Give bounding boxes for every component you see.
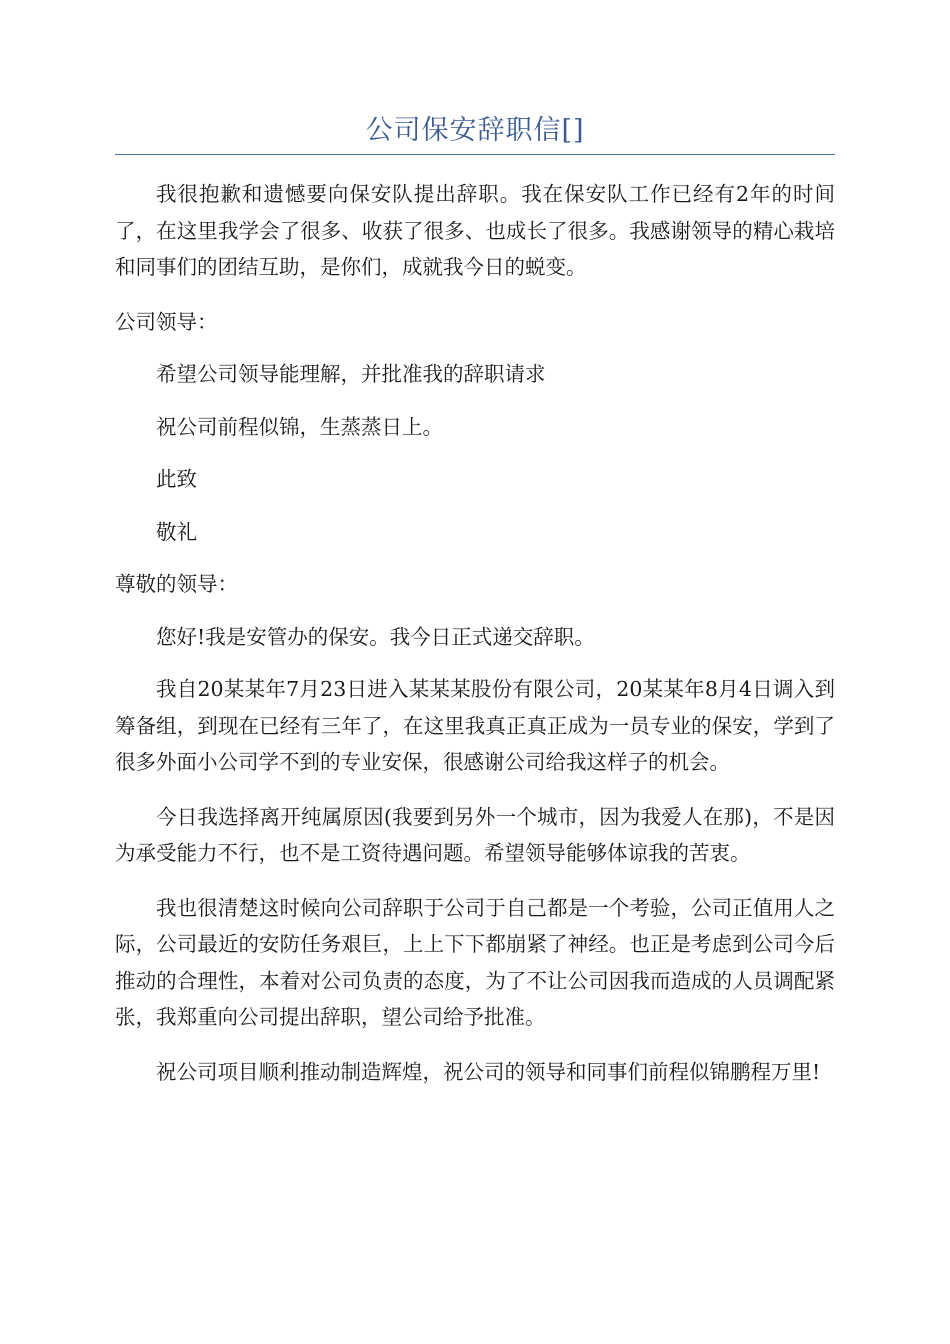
salutation-respected-leader: 尊敬的领导： [115,572,238,596]
paragraph-opening: 我很抱歉和遗憾要向保安队提出辞职。我在保安队工作已经有2年的时间了，在这里我学会了很多、收获了很多、也成长了很多。我感谢领导的精心栽培和同事们的团结互助，是你们，成就我今日的蜕变。 [115,182,835,279]
paragraph-greeting: 您好!我是安管办的保安。我今日正式递交辞职。 [156,624,595,649]
document-title: 公司保安辞职信[] [365,115,585,146]
document-body [115,176,835,1108]
paragraph-final-wish: 祝公司项目顺利推动制造辉煌，祝公司的领导和同事们前程似锦鹏程万里! [156,1059,821,1084]
paragraph-request: 希望公司领导能理解，并批准我的辞职请求 [156,362,546,386]
paragraph-responsibility: 我也很清楚这时候向公司辞职于公司于自己都是一个考验，公司正值用人之际，公司最近的安防任务艰巨，上上下下都崩紧了神经。也正是考虑到公司今后推动的合理性，本着对公司负责的态度，为了不让公司因我而造成的人员调配紧张，我郑重向公司提出辞职，望公司给予批准。 [115,895,835,1029]
title-block [115,112,835,155]
paragraph-reason: 今日我选择离开纯属原因(我要到另外一个城市，因为我爱人在那)，不是因为承受能力不行，也不是工资待遇问题。希望领导能够体谅我的苦衷。 [115,804,835,865]
closing-jingli: 敬礼 [156,519,197,544]
salutation-company-leaders: 公司领导： [115,309,218,334]
paragraph-wish: 祝公司前程似锦，生蒸蒸日上。 [156,414,443,439]
closing-cizhi: 此致 [156,467,197,491]
paragraph-history: 我自20某某年7月23日进入某某某股份有限公司，20某某年8月4日调入到筹备组，到现在已经有三年了，在这里我真正真正成为一员专业的保安，学到了很多外面小公司学不到的专业安保，很感谢公司给我这样子的机会。 [115,677,835,774]
